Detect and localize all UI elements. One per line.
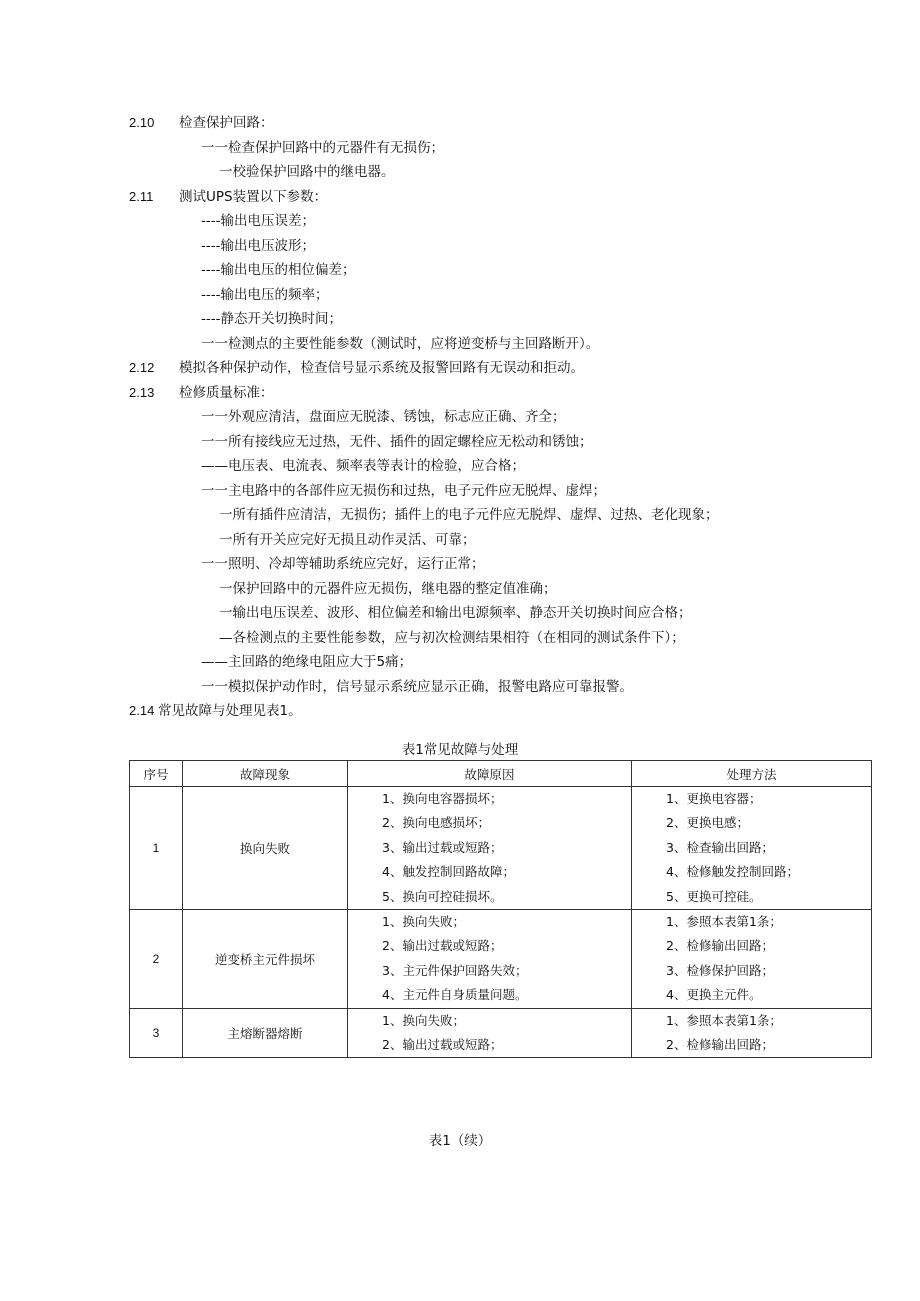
section-2-13-item: 一输出电压误差、波形、相位偏差和输出电源频率、静态开关切换时间应合格； xyxy=(219,605,692,621)
section-2-11-item: ----输出电压的相位偏差； xyxy=(201,262,356,278)
section-2-13-item: ——主回路的绝缘电阻应大于5痛； xyxy=(201,654,413,670)
header-cell: 处理方法 xyxy=(632,761,872,787)
section-2-13-item: 一一照明、冷却等辅助系统应完好，运行正常； xyxy=(201,556,485,572)
cause-item: 4、主元件自身质量问题。 xyxy=(382,987,528,1003)
method-item: 3、检修保护回路； xyxy=(666,962,774,978)
section-2-13-item: 一一模拟保护动作时，信号显示系统应显示正确，报警电路应可靠报警。 xyxy=(201,679,633,695)
fault-phenomenon: 换向失败 xyxy=(183,787,348,910)
section-2-11-item: ----输出电压误差； xyxy=(201,213,315,229)
method-item: 4、更换主元件。 xyxy=(666,987,762,1003)
row-number: 3 xyxy=(130,1008,183,1058)
section-2-11-heading: 测试UPS装置以下参数： xyxy=(179,189,328,205)
header-cell: 故障现象 xyxy=(183,761,348,787)
table-row xyxy=(130,909,872,1008)
method-item: 1、更换电容器； xyxy=(666,791,762,806)
section-2-13-item: ——电压表、电流表、频率表等表计的检验，应合格； xyxy=(201,458,525,474)
table-caption: 表1常见故障与处理 xyxy=(401,742,519,758)
section-2-13-item: —各检测点的主要性能参数，应与初次检测结果相符（在相同的测试条件下）； xyxy=(219,630,685,646)
section-2-13-item: 一保护回路中的元器件应无损伤，继电器的整定值准确； xyxy=(219,581,557,597)
fault-methods xyxy=(632,1008,872,1058)
cause-item: 3、主元件保护回路失效； xyxy=(382,962,528,978)
table-row xyxy=(130,1008,872,1058)
section-2-12-heading: 模拟各种保护动作，检查信号显示系统及报警回路有无误动和拒动。 xyxy=(179,360,584,376)
section-2-11-number: 2.11 xyxy=(129,189,154,204)
method-item: 5、更换可控硅。 xyxy=(666,888,762,904)
fault-phenomenon: 主熔断器熔断 xyxy=(183,1008,348,1058)
fault-methods xyxy=(632,787,872,910)
section-2-14-number: 2.14 xyxy=(129,703,155,718)
section-2-10-number: 2.10 xyxy=(129,115,155,130)
section-2-10-item: 一一检查保护回路中的元器件有无损伤； xyxy=(201,140,444,156)
cause-item: 3、输出过载或短路； xyxy=(382,839,503,855)
cause-item: 4、触发控制回路故障； xyxy=(382,864,515,880)
cause-item: 5、换向可控硅损坏。 xyxy=(382,888,503,904)
table-continued-caption: 表1（续） xyxy=(428,1133,492,1149)
method-item: 2、检修输出回路； xyxy=(666,1036,774,1052)
method-item: 4、检修触发控制回路； xyxy=(666,864,799,880)
cause-item: 2、换向电感损坏； xyxy=(382,815,490,831)
fault-methods xyxy=(632,909,872,1008)
section-2-11-item: 一一检测点的主要性能参数（测试时，应将逆变桥与主回路断开）。 xyxy=(201,336,600,352)
cause-item: 1、换向电容器损坏； xyxy=(382,791,503,806)
section-2-13-number: 2.13 xyxy=(129,385,155,400)
fault-phenomenon: 逆变桥主元件损坏 xyxy=(183,909,348,1008)
section-2-13-item: 一一所有接线应无过热，无件、插件的固定螺栓应无松动和锈蚀； xyxy=(201,434,593,450)
fault-causes xyxy=(348,787,632,910)
table-row xyxy=(130,787,872,910)
method-item: 2、检修输出回路； xyxy=(666,938,774,954)
fault-causes xyxy=(348,909,632,1008)
section-2-11-item: ----静态开关切换时间； xyxy=(201,311,342,327)
table-header-row xyxy=(130,761,872,787)
header-cell: 序号 xyxy=(130,761,183,787)
fault-table xyxy=(129,760,872,1058)
section-2-11-item: ----输出电压的频率； xyxy=(201,287,329,303)
section-2-11-item: ----输出电压波形； xyxy=(201,238,315,254)
cause-item: 2、输出过载或短路； xyxy=(382,938,503,954)
section-2-10-heading: 检查保护回路： xyxy=(179,115,274,131)
section-2-13-item: 一所有开关应完好无损且动作灵活、可靠； xyxy=(219,532,476,548)
section-2-10-item: 一校验保护回路中的继电器。 xyxy=(219,164,395,180)
section-2-13-item: 一一外观应清洁，盘面应无脱漆、锈蚀，标志应正确、齐全； xyxy=(201,409,566,425)
method-item: 1、参照本表第1条； xyxy=(666,1012,782,1028)
method-item: 2、更换电感； xyxy=(666,815,749,831)
header-cell: 故障原因 xyxy=(348,761,632,787)
section-2-12-number: 2.12 xyxy=(129,360,155,375)
section-2-13-heading: 检修质量标准： xyxy=(179,385,274,401)
cause-item: 2、输出过载或短路； xyxy=(382,1036,503,1052)
fault-causes xyxy=(348,1008,632,1058)
row-number: 1 xyxy=(130,787,183,910)
section-2-13-item: 一所有插件应清洁，无损伤；插件上的电子元件应无脱焊、虚焊、过热、老化现象； xyxy=(219,507,719,523)
cause-item: 1、换向失败； xyxy=(382,913,465,929)
method-item: 3、检查输出回路； xyxy=(666,839,774,855)
section-2-13-item: 一一主电路中的各部件应无损伤和过热，电子元件应无脱焊、虚焊； xyxy=(201,483,606,499)
section-2-14-heading: 常见故障与处理见表1。 xyxy=(158,703,302,719)
method-item: 1、参照本表第1条； xyxy=(666,913,782,929)
row-number: 2 xyxy=(130,909,183,1008)
cause-item: 1、换向失败； xyxy=(382,1012,465,1028)
